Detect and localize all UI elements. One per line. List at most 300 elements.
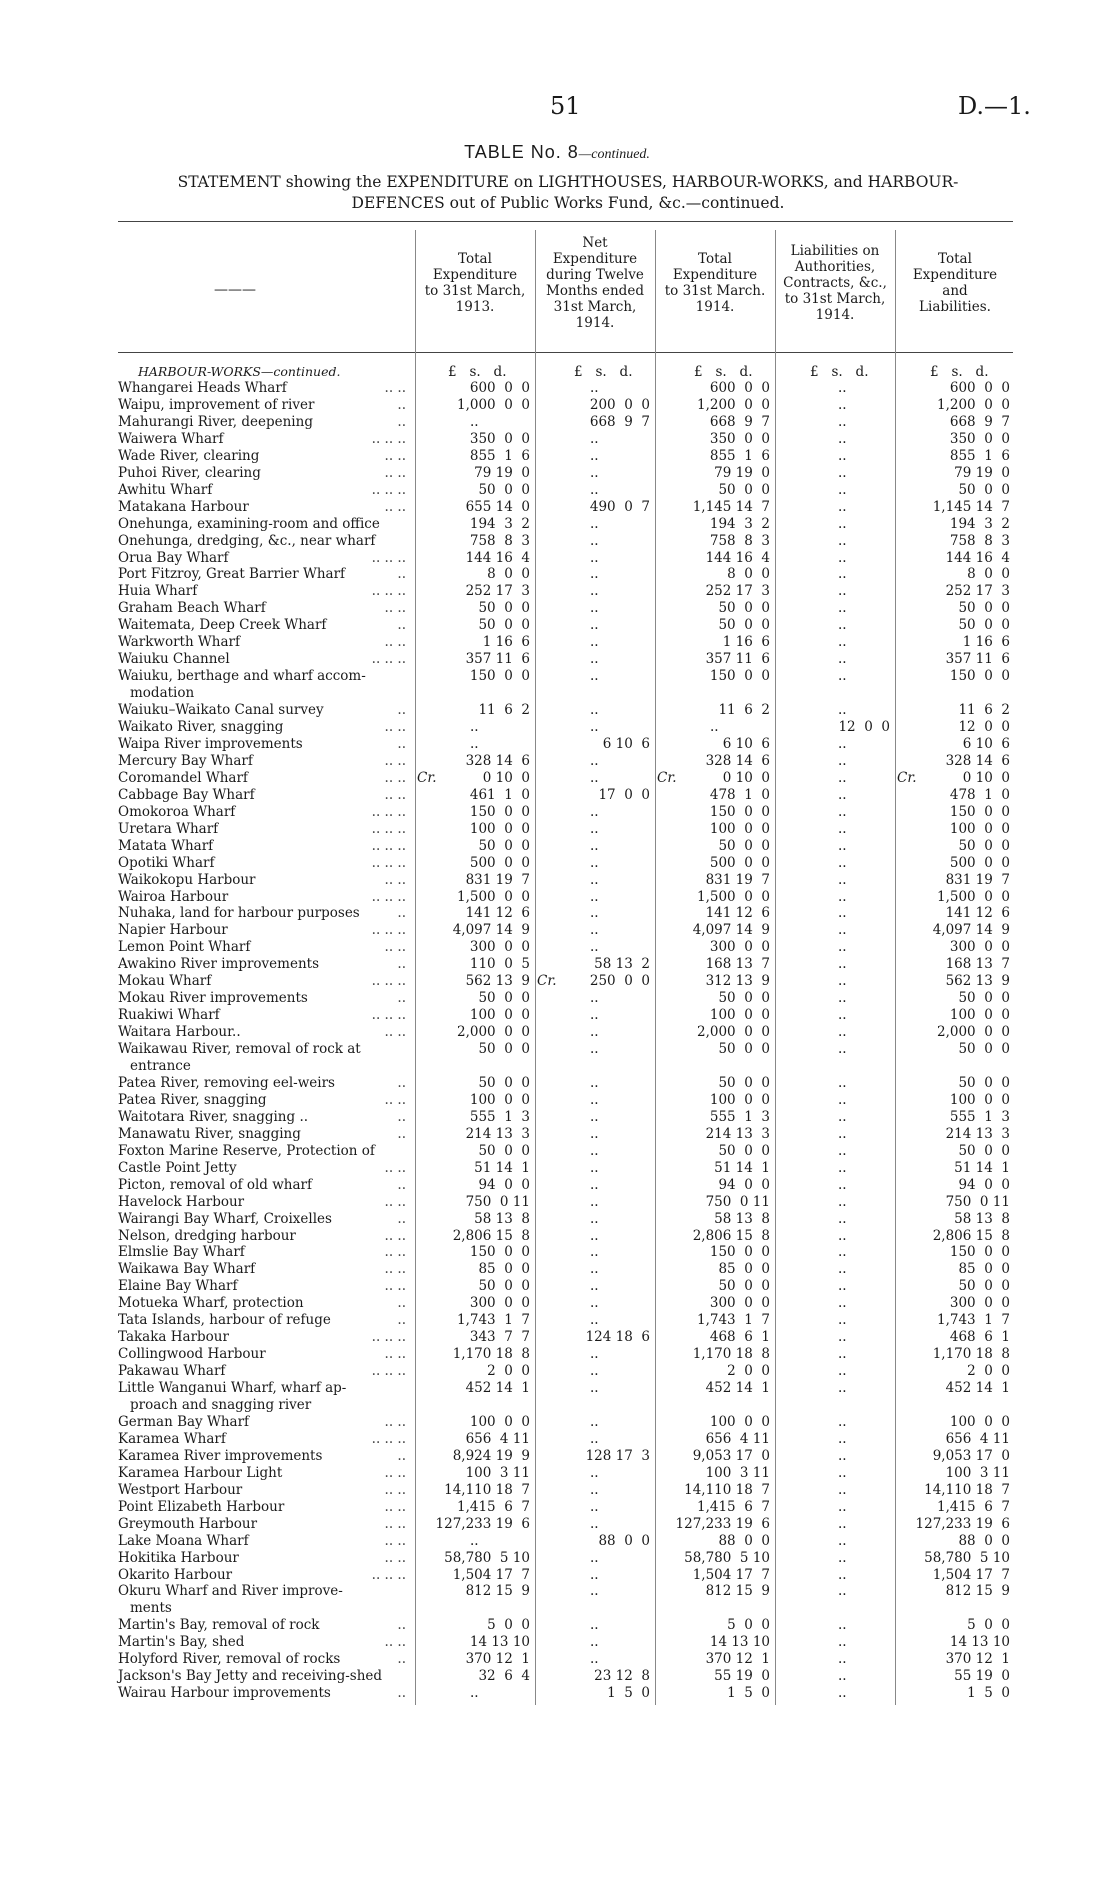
cell-value: ..: [590, 1041, 599, 1058]
cell-c5: [916, 1516, 1010, 1532]
cell-c1: [470, 1685, 479, 1701]
row-label-continuation: ments: [130, 1600, 172, 1617]
cell-c3: [723, 770, 770, 786]
cell-value: ..: [838, 1312, 847, 1329]
cell-c5: [950, 821, 1010, 837]
table-row: [0, 973, 1114, 989]
cell-c1: [478, 617, 530, 633]
cell-c2: [590, 431, 599, 447]
cell-value: 831 19 7: [945, 871, 1010, 888]
cell-c3: [718, 838, 770, 854]
cell-value: 656 4 11: [705, 1430, 770, 1447]
cell-c4: [838, 770, 847, 786]
cell-value: 150 0 0: [709, 668, 770, 685]
cell-c1: [466, 550, 530, 566]
cell-c4: [838, 1380, 847, 1396]
cell-c2: [590, 1312, 599, 1328]
cell-c1: [470, 1414, 530, 1430]
cell-value: 100 0 0: [949, 820, 1010, 837]
cell-c3: [710, 1109, 770, 1125]
cell-value: 0 10 0: [962, 769, 1010, 786]
table-row: [0, 1583, 1114, 1599]
cell-c5: [967, 566, 1010, 582]
table-row: [0, 1143, 1114, 1159]
cell-c5: [958, 600, 1010, 616]
cell-value: ..: [838, 430, 847, 447]
column-header-2: [536, 235, 654, 331]
cell-value: 168 13 7: [945, 956, 1010, 973]
table-row: [0, 1617, 1114, 1633]
cell-value: 668 9 7: [949, 413, 1010, 430]
cell-value: 50 0 0: [718, 600, 770, 617]
cell-c4: [838, 1109, 847, 1125]
statement-heading: [118, 172, 1018, 214]
cell-value: ..: [838, 413, 847, 430]
cell-value: 94 0 0: [718, 1176, 770, 1193]
cell-c4: [838, 1550, 847, 1566]
cell-value: ..: [838, 1481, 847, 1498]
leader-dots: .. ..: [384, 1532, 406, 1549]
cell-c3: [706, 1380, 770, 1396]
cell-c4: [838, 1583, 847, 1599]
cell-value: 758 8 3: [469, 532, 530, 549]
row-label: Holyford River, removal of rocks: [118, 1651, 341, 1668]
credit-marker: Cr.: [417, 769, 437, 786]
cell-value: ..: [590, 803, 599, 820]
cell-value: 1,415 6 7: [937, 1498, 1010, 1515]
cell-c3: [710, 516, 770, 532]
row-label: Collingwood Harbour: [118, 1346, 266, 1363]
cell-value: ..: [590, 1363, 599, 1380]
cell-c4: [838, 516, 847, 532]
cell-value: 8 0 0: [487, 566, 530, 583]
cell-c1: [466, 1465, 530, 1481]
table-row: [0, 804, 1114, 820]
cell-value: 0 10 0: [482, 769, 530, 786]
cell-value: 2 0 0: [967, 1363, 1010, 1380]
cell-value: 452 14 1: [465, 1380, 530, 1397]
cell-c3: [710, 719, 719, 735]
cell-value: 250 0 0: [589, 973, 650, 990]
row-label: Awhitu Wharf: [118, 481, 213, 498]
cell-c4: [838, 583, 847, 599]
row-label: Matakana Harbour: [118, 498, 249, 515]
cell-c1: [470, 1533, 479, 1549]
cell-c1: [470, 1092, 530, 1108]
cell-value: ..: [838, 1549, 847, 1566]
row-label: Waikawa Bay Wharf: [118, 1261, 256, 1278]
cell-value: 214 13 3: [945, 1125, 1010, 1142]
cell-value: ..: [838, 1617, 847, 1634]
cell-c3: [718, 1261, 770, 1277]
cell-c5: [954, 1160, 1010, 1176]
cell-c4: [838, 1448, 847, 1464]
cell-value: ..: [590, 922, 599, 939]
leader-dots: .. ..: [384, 939, 406, 956]
cell-c5: [946, 550, 1010, 566]
cell-c1: [453, 1346, 530, 1362]
table-row: [0, 1211, 1114, 1227]
cell-value: 2,806 15 8: [932, 1227, 1010, 1244]
cell-value: 500 0 0: [949, 854, 1010, 871]
cell-value: 478 1 0: [709, 786, 770, 803]
leader-dots: ..: [397, 566, 406, 583]
cell-c2: [590, 939, 599, 955]
cell-value: 150 0 0: [469, 1244, 530, 1261]
cell-value: 144 16 4: [945, 549, 1010, 566]
cell-c3: [710, 787, 770, 803]
row-label: Mokau Wharf: [118, 973, 212, 990]
cell-c1: [457, 889, 530, 905]
cell-value: 1,500 0 0: [457, 888, 530, 905]
cell-value: 461 1 0: [469, 786, 530, 803]
cell-c2: [590, 1431, 599, 1447]
cell-c3: [710, 448, 770, 464]
cell-value: ..: [838, 1159, 847, 1176]
cell-c5: [946, 1431, 1010, 1447]
table-row: [0, 1550, 1114, 1566]
cell-c4: [838, 702, 847, 718]
leader-dots: .. .. ..: [371, 837, 406, 854]
cell-value: 100 0 0: [469, 820, 530, 837]
table-row: [0, 787, 1114, 803]
cell-c3: [706, 583, 770, 599]
cell-c4: [838, 431, 847, 447]
leader-dots: .. ..: [384, 1193, 406, 1210]
cell-c5: [937, 1312, 1010, 1328]
cell-c3: [706, 1465, 770, 1481]
column-header-line: Months ended: [546, 283, 644, 299]
cell-value: 58,780 5 10: [924, 1549, 1010, 1566]
cell-value: ..: [838, 532, 847, 549]
table-row: [0, 956, 1114, 972]
cell-value: ..: [838, 1091, 847, 1108]
cell-value: 555 1 3: [949, 1108, 1010, 1125]
table-row: [0, 1109, 1114, 1125]
cell-value: ..: [470, 735, 479, 752]
cell-c2: [590, 1126, 599, 1142]
cell-value: 1,170 18 8: [932, 1346, 1010, 1363]
cell-c2: [590, 651, 599, 667]
cell-value: 4,097 14 9: [932, 922, 1010, 939]
row-label: Opotiki Wharf: [118, 854, 215, 871]
cell-c1: [474, 1160, 530, 1176]
table-row: [0, 414, 1114, 430]
cell-c4: [838, 1244, 847, 1260]
cell-c4: [838, 855, 847, 871]
cell-c5: [950, 1092, 1010, 1108]
cell-c3: [706, 973, 770, 989]
cell-c3: [727, 1685, 770, 1701]
cell-value: 370 12 1: [705, 1651, 770, 1668]
cell-value: 555 1 3: [709, 1108, 770, 1125]
table-row: [0, 1634, 1114, 1650]
cell-value: 88 0 0: [598, 1532, 650, 1549]
cell-c4: [838, 889, 847, 905]
cell-value: ..: [590, 464, 599, 481]
leader-dots: .. ..: [384, 447, 406, 464]
table-row: [0, 1244, 1114, 1260]
cell-c1: [474, 465, 530, 481]
cell-value: 1 5 0: [607, 1685, 650, 1702]
cell-c2: [590, 1617, 599, 1633]
cell-value: 1,200 0 0: [937, 396, 1010, 413]
cell-value: 668 9 7: [709, 413, 770, 430]
cell-value: 855 1 6: [709, 447, 770, 464]
cell-value: 350 0 0: [709, 430, 770, 447]
cell-value: 150 0 0: [469, 803, 530, 820]
column-header-line: Total: [938, 251, 972, 267]
cell-c3: [727, 1363, 770, 1379]
cell-value: 468 6 1: [949, 1329, 1010, 1346]
cell-c4: [838, 1261, 847, 1277]
cell-value: 214 13 3: [705, 1125, 770, 1142]
table-row: [0, 600, 1114, 616]
cell-c1: [478, 990, 530, 1006]
cell-c2: [590, 1278, 599, 1294]
cell-c4: [838, 1312, 847, 1328]
cell-value: ..: [590, 1430, 599, 1447]
cell-c5: [950, 804, 1010, 820]
cell-c2: [590, 1109, 599, 1125]
row-label: Waiuku Channel: [118, 651, 230, 668]
cell-c3: [706, 1431, 770, 1447]
cell-c3: [727, 566, 770, 582]
cell-c1: [470, 533, 530, 549]
cell-value: ..: [838, 1024, 847, 1041]
table-row: [0, 482, 1114, 498]
cell-c4: [838, 566, 847, 582]
cell-value: 100 0 0: [949, 1007, 1010, 1024]
cell-c1: [474, 1211, 530, 1227]
cell-c1: [470, 736, 479, 752]
table-row: [0, 1228, 1114, 1244]
row-label: Martin's Bay, removal of rock: [118, 1617, 320, 1634]
cell-c2: [590, 1414, 599, 1430]
cell-value: ..: [590, 1261, 599, 1278]
cell-value: 758 8 3: [949, 532, 1010, 549]
cell-c5: [946, 1194, 1010, 1210]
row-label: Graham Beach Wharf: [118, 600, 266, 617]
cell-c1: [478, 1075, 530, 1091]
row-label: Omokoroa Wharf: [118, 803, 236, 820]
cell-c1: [466, 1651, 530, 1667]
cell-c2: [586, 1448, 650, 1464]
cell-value: ..: [590, 939, 599, 956]
cell-value: ..: [590, 888, 599, 905]
cell-c5: [958, 482, 1010, 498]
cell-value: ..: [590, 752, 599, 769]
row-label: Napier Harbour: [118, 922, 228, 939]
cell-value: ..: [710, 719, 719, 735]
cell-value: ..: [590, 651, 599, 668]
table-row: [0, 889, 1114, 905]
cell-value: 150 0 0: [469, 668, 530, 685]
cell-value: 452 14 1: [945, 1380, 1010, 1397]
cell-value: 0 10 0: [722, 769, 770, 786]
cell-value: 50 0 0: [958, 600, 1010, 617]
column-header-3: [656, 251, 774, 315]
cell-value: 2,806 15 8: [452, 1227, 530, 1244]
cell-c2: [590, 719, 599, 735]
leader-dots: .. .. ..: [371, 803, 406, 820]
cell-c2: [594, 1668, 650, 1684]
row-label: Waikokopu Harbour: [118, 871, 256, 888]
cell-value: 1,415 6 7: [457, 1498, 530, 1515]
cell-c4: [838, 1126, 847, 1142]
cell-value: ..: [590, 1498, 599, 1515]
cell-value: 100 0 0: [709, 1091, 770, 1108]
cell-c2: [590, 1634, 599, 1650]
cell-c2: [586, 1329, 650, 1345]
cell-value: ..: [838, 1515, 847, 1532]
row-label: Uretara Wharf: [118, 820, 219, 837]
cell-c3: [684, 1550, 770, 1566]
column-header-blank: ———: [214, 282, 256, 298]
cell-c5: [950, 431, 1010, 447]
cell-c5: [933, 499, 1010, 515]
cell-value: 2,000 0 0: [937, 1024, 1010, 1041]
table-row: [0, 566, 1114, 582]
cell-c3: [706, 956, 770, 972]
table-row: [0, 550, 1114, 566]
cell-value: ..: [838, 1176, 847, 1193]
cell-value: ..: [838, 583, 847, 600]
table-row: [0, 719, 1114, 735]
cell-value: 50 0 0: [478, 1278, 530, 1295]
cell-value: 6 10 6: [722, 735, 770, 752]
cell-value: ..: [590, 1380, 599, 1397]
cell-c1: [470, 668, 530, 684]
leader-dots: ..: [397, 956, 406, 973]
cell-value: ..: [590, 1159, 599, 1176]
leader-dots: .. .. ..: [371, 973, 406, 990]
cell-value: 8 0 0: [727, 566, 770, 583]
cell-c2: [590, 668, 599, 684]
credit-marker: Cr.: [537, 973, 557, 990]
cell-c4: [838, 1431, 847, 1447]
cell-c1: [470, 1295, 530, 1311]
cell-value: ..: [590, 1651, 599, 1668]
cell-c4: [838, 397, 847, 413]
cell-value: 4,097 14 9: [692, 922, 770, 939]
cell-value: 17 0 0: [598, 786, 650, 803]
cell-value: ..: [838, 1142, 847, 1159]
cell-value: ..: [838, 854, 847, 871]
cell-value: 85 0 0: [718, 1261, 770, 1278]
cell-value: 144 16 4: [705, 549, 770, 566]
cell-value: 150 0 0: [949, 668, 1010, 685]
table-row: [0, 1567, 1114, 1583]
cell-c4: [838, 922, 847, 938]
cell-value: 1,504 17 7: [452, 1566, 530, 1583]
cell-value: 5 0 0: [967, 1617, 1010, 1634]
cell-c3: [710, 668, 770, 684]
cell-c4: [838, 973, 847, 989]
cell-value: 452 14 1: [705, 1380, 770, 1397]
table-row: [0, 1465, 1114, 1481]
cell-value: ..: [838, 566, 847, 583]
cell-value: 55 19 0: [954, 1668, 1010, 1685]
cell-c1: [470, 1634, 530, 1650]
cell-c3: [693, 922, 770, 938]
leader-dots: .. .. ..: [371, 549, 406, 566]
cell-value: ..: [838, 1278, 847, 1295]
cell-c4: [838, 838, 847, 854]
cell-c1: [470, 956, 530, 972]
cell-c3: [697, 1499, 770, 1515]
cell-c1: [487, 566, 530, 582]
cell-value: ..: [838, 1413, 847, 1430]
cell-value: ..: [838, 600, 847, 617]
table-row: [0, 1685, 1114, 1701]
cell-c5: [950, 1244, 1010, 1260]
row-label: Karamea Wharf: [118, 1430, 226, 1447]
cell-c1: [466, 973, 530, 989]
cell-c3: [710, 1092, 770, 1108]
cell-value: 312 13 9: [705, 973, 770, 990]
cell-value: ..: [838, 1566, 847, 1583]
cell-c5: [946, 1126, 1010, 1142]
table-row: [0, 1414, 1114, 1430]
cell-value: ..: [838, 1346, 847, 1363]
row-label: Picton, removal of old wharf: [118, 1176, 312, 1193]
column-header-line: Expenditure: [552, 251, 638, 267]
cell-value: 812 15 9: [705, 1583, 770, 1600]
row-label: Patea River, snagging: [118, 1091, 267, 1108]
cell-value: 194 3 2: [949, 515, 1010, 532]
cell-value: 555 1 3: [469, 1108, 530, 1125]
cell-value: 2,806 15 8: [692, 1227, 770, 1244]
row-label: Westport Harbour: [118, 1481, 243, 1498]
cell-c4: [838, 465, 847, 481]
cell-c4: [838, 872, 847, 888]
cell-c5: [950, 1634, 1010, 1650]
cell-c2: [590, 533, 599, 549]
cell-c5: [958, 1041, 1010, 1057]
cell-value: 1 5 0: [967, 1685, 1010, 1702]
cell-value: 55 19 0: [714, 1668, 770, 1685]
cell-c4: [838, 1007, 847, 1023]
credit-marker: Cr.: [657, 769, 677, 786]
cell-c5: [958, 1278, 1010, 1294]
cell-c1: [470, 448, 530, 464]
cell-c4: [838, 1516, 847, 1532]
cell-c4: [838, 448, 847, 464]
leader-dots: .. ..: [384, 600, 406, 617]
cell-c2: [590, 1516, 599, 1532]
cell-c2: [590, 583, 599, 599]
cell-value: ..: [590, 1176, 599, 1193]
cell-c2: [590, 482, 599, 498]
cell-value: 252 17 3: [945, 583, 1010, 600]
cell-c4: [838, 1567, 847, 1583]
table-row: [0, 668, 1114, 684]
cell-value: 812 15 9: [945, 1583, 1010, 1600]
leader-dots: ..: [397, 702, 406, 719]
row-label: Pakawau Wharf: [118, 1363, 226, 1380]
cell-value: ..: [590, 1193, 599, 1210]
cell-c5: [946, 1583, 1010, 1599]
leader-dots: ..: [397, 990, 406, 1007]
table-row: [0, 1194, 1114, 1210]
cell-value: 1,200 0 0: [697, 396, 770, 413]
cell-c5: [950, 787, 1010, 803]
row-label: Okuru Wharf and River improve-: [118, 1583, 343, 1600]
cell-c3: [714, 1211, 770, 1227]
row-label: Wairoa Harbour: [118, 888, 229, 905]
cell-value: 357 11 6: [465, 651, 530, 668]
